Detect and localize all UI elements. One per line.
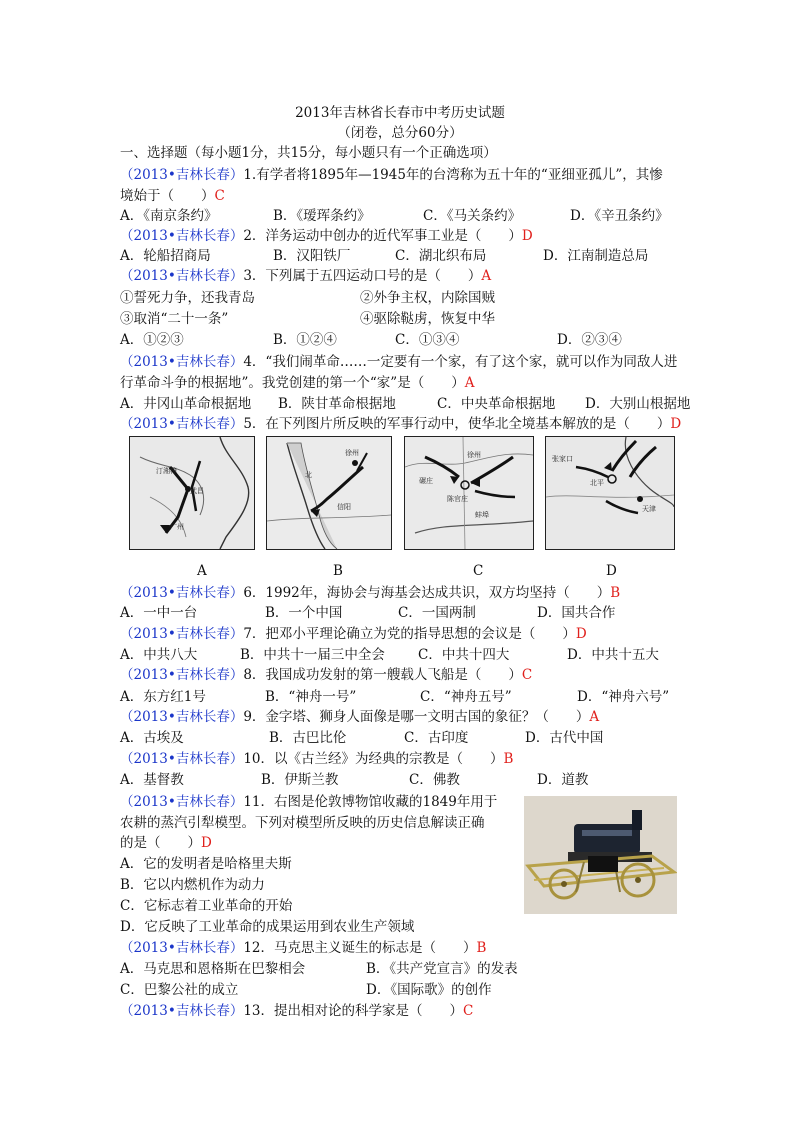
answer-key: D — [201, 835, 212, 851]
question-4-cont — [120, 373, 474, 393]
question-12 — [120, 938, 486, 958]
map-label-d: D — [606, 563, 617, 579]
option-a: A．井冈山革命根据地 — [120, 396, 252, 412]
source-tag: （2013•吉林长春） — [120, 268, 244, 284]
question-6 — [120, 583, 620, 603]
question-1 — [120, 165, 663, 185]
question-text: 2．洋务运动中创办的近代军事工业是（ ） — [243, 228, 522, 244]
map-place-label: 张家口 — [552, 455, 573, 463]
question-11-cont2 — [120, 833, 212, 853]
answer-key: D — [575, 626, 587, 642]
option-d: D．道教 — [537, 772, 589, 788]
question-text: 13．提出相对论的科学家是（ ） — [243, 1003, 464, 1019]
option-c: C．①③④ — [395, 332, 460, 348]
statement-4: ④驱除鞑虏，恢复中华 — [360, 311, 495, 327]
map-place-label: 碾庄 — [419, 477, 433, 485]
map-place-label: 徐州 — [467, 451, 481, 459]
map-b-figure — [267, 437, 391, 549]
question-text: 5．在下列图片所反映的军事行动中，使华北全境基本解放的是（ ） — [243, 416, 671, 432]
statement-2: ②外争主权，内除国贼 — [360, 290, 495, 306]
option-c: C．湖北织布局 — [395, 248, 487, 264]
map-place-label: 北平 — [590, 479, 604, 487]
map-d-figure — [546, 437, 674, 549]
question-text: 1.有学者将1895年—1945年的台湾称为五十年的“亚细亚孤儿”，其惨 — [243, 167, 663, 183]
source-tag: （2013•吉林长春） — [120, 416, 244, 432]
answer-key: D — [670, 416, 682, 432]
option-a: A．中共八大 — [120, 647, 198, 663]
option-d: D．“神舟六号” — [577, 689, 670, 705]
question-9 — [120, 707, 599, 727]
answer-key: C — [214, 188, 225, 204]
option-c: C．巴黎公社的成立 — [120, 982, 239, 998]
option-d: D．江南制造总局 — [543, 248, 649, 264]
question-13 — [120, 1001, 473, 1021]
option-b: B．陕甘革命根据地 — [278, 396, 396, 412]
map-place-label: 广州 — [170, 523, 184, 531]
map-a-figure — [130, 437, 254, 549]
source-tag: （2013•吉林长春） — [120, 940, 244, 956]
option-c: C．《马关条约》 — [423, 208, 522, 224]
option-d: D．《辛丑条约》 — [570, 208, 669, 224]
answer-key: D — [521, 228, 533, 244]
map-place-label: 汀湘樟 — [156, 467, 177, 475]
question-text: 3．下列属于五四运动口号的是（ ） — [243, 268, 482, 284]
option-c: C．佛教 — [409, 772, 460, 788]
option-b: B．“神舟一号” — [265, 689, 357, 705]
page-subtitle: （闭卷，总分60分） — [337, 125, 463, 141]
map-place-label: 天津 — [642, 505, 656, 513]
option-b: B．《共产党宣言》的发表 — [366, 961, 518, 977]
map-label-b: B — [333, 563, 343, 579]
source-tag: （2013•吉林长春） — [120, 585, 244, 601]
answer-key: B — [610, 585, 621, 601]
option-d: D．《国际歌》的创作 — [366, 982, 492, 998]
option-b: B．汉阳铁厂 — [273, 248, 351, 264]
source-tag: （2013•吉林长春） — [120, 709, 244, 725]
answer-key: A — [589, 709, 600, 725]
option-b: B．古巴比伦 — [269, 730, 347, 746]
answer-key: C — [463, 1003, 474, 1019]
option-c: C．“神舟五号” — [420, 689, 512, 705]
answer-key: A — [464, 375, 475, 391]
source-tag: （2013•吉林长春） — [120, 228, 244, 244]
map-label-c: C — [473, 563, 484, 579]
answer-key: A — [481, 268, 492, 284]
option-a: A．东方红1号 — [120, 689, 206, 705]
map-place-label: 信阳 — [337, 503, 351, 511]
question-text: 10．以《古兰经》为经典的宗教是（ ） — [243, 751, 504, 767]
option-b: B．一个中国 — [265, 605, 343, 621]
statement-3: ③取消“二十一条” — [120, 311, 229, 327]
option-d: D．②③④ — [557, 332, 622, 348]
question-text: 7．把邓小平理论确立为党的指导思想的会议是（ ） — [243, 626, 576, 642]
option-d: D．国共合作 — [537, 605, 616, 621]
map-label-a: A — [197, 563, 207, 579]
option-a: A．基督教 — [120, 772, 184, 788]
map-c — [404, 436, 534, 550]
question-10 — [120, 749, 513, 769]
page-title: 2013年吉林省长春市中考历史试题 — [295, 105, 505, 121]
steam-plough-model-image — [524, 796, 677, 914]
option-b: B．它以内燃机作为动力 — [120, 877, 265, 893]
statement-1: ①誓死力争，还我青岛 — [120, 290, 255, 306]
question-text: 11．右图是伦敦博物馆收藏的1849年用于 — [243, 794, 498, 810]
map-place-label: 徐州 — [345, 449, 359, 457]
option-c: C．中共十四大 — [418, 647, 510, 663]
question-11-cont: 农耕的蒸汽引犁模型。下列对模型所反映的历史信息解读正确 — [120, 815, 485, 831]
option-b: B．①②④ — [273, 332, 337, 348]
option-a: A．一中一台 — [120, 605, 198, 621]
question-text: 行革命斗争的根据地”。我党创建的第一个“家”是（ ） — [120, 375, 465, 391]
source-tag: （2013•吉林长春） — [120, 667, 244, 683]
source-tag: （2013•吉林长春） — [120, 167, 244, 183]
option-a: A．古埃及 — [120, 730, 184, 746]
map-a — [129, 436, 255, 550]
question-11 — [120, 792, 497, 812]
option-a: A．轮船招商局 — [120, 248, 211, 264]
question-3 — [120, 266, 491, 286]
option-a: A．《南京条约》 — [120, 208, 218, 224]
question-5 — [120, 414, 681, 434]
option-b: B．伊斯兰教 — [261, 772, 339, 788]
section-heading: 一、选择题（每小题1分，共15分，每小题只有一个正确选项） — [120, 145, 497, 161]
option-a: A．①②③ — [120, 332, 184, 348]
option-b: B．《瑷珲条约》 — [273, 208, 371, 224]
option-c: C．它标志着工业革命的开始 — [120, 898, 293, 914]
question-text: 8．我国成功发射的第一艘载人飞船是（ ） — [243, 667, 522, 683]
option-c: C．古印度 — [404, 730, 469, 746]
option-c: C．中央革命根据地 — [437, 396, 556, 412]
steam-plough-model-photo — [524, 796, 677, 914]
question-8 — [120, 665, 532, 685]
option-d: D．大别山根据地 — [585, 396, 691, 412]
question-text: 6．1992年，海协会与海基会达成共识，双方均坚持（ ） — [243, 585, 611, 601]
map-place-label: 北 — [305, 471, 312, 479]
question-text: 4．“我们闹革命……一定要有一个家，有了这个家，就可以作为同敌人进 — [243, 354, 678, 370]
question-4 — [120, 352, 677, 372]
option-a: A．马克思和恩格斯在巴黎相会 — [120, 961, 306, 977]
option-d: D．中共十五大 — [567, 647, 659, 663]
question-text: 9．金字塔、狮身人面像是哪一文明古国的象征？（ ） — [243, 709, 590, 725]
source-tag: （2013•吉林长春） — [120, 354, 244, 370]
question-7 — [120, 624, 587, 644]
question-2 — [120, 226, 533, 246]
option-a: A．它的发明者是哈格里夫斯 — [120, 856, 292, 872]
answer-key: B — [476, 940, 487, 956]
map-b — [266, 436, 392, 550]
question-text: 12．马克思主义诞生的标志是（ ） — [243, 940, 477, 956]
option-d: D．古代中国 — [525, 730, 604, 746]
answer-key: C — [521, 667, 533, 683]
source-tag: （2013•吉林长春） — [120, 1003, 244, 1019]
question-text: 境始于（ ） — [120, 188, 215, 204]
question-text: 的是（ ） — [120, 835, 201, 851]
map-place-label: 陈官庄 — [447, 495, 468, 503]
source-tag: （2013•吉林长春） — [120, 751, 244, 767]
question-1-cont — [120, 186, 225, 206]
source-tag: （2013•吉林长春） — [120, 626, 244, 642]
option-b: B．中共十一届三中全会 — [240, 647, 385, 663]
option-d: D．它反映了工业革命的成果运用到农业生产领域 — [120, 919, 415, 935]
map-c-figure — [405, 437, 533, 549]
answer-key: B — [503, 751, 514, 767]
map-place-label: 蚌埠 — [475, 511, 489, 519]
source-tag: （2013•吉林长春） — [120, 794, 244, 810]
option-c: C．一国两制 — [398, 605, 476, 621]
map-d — [545, 436, 675, 550]
map-place-label: 武昌 — [190, 487, 204, 495]
